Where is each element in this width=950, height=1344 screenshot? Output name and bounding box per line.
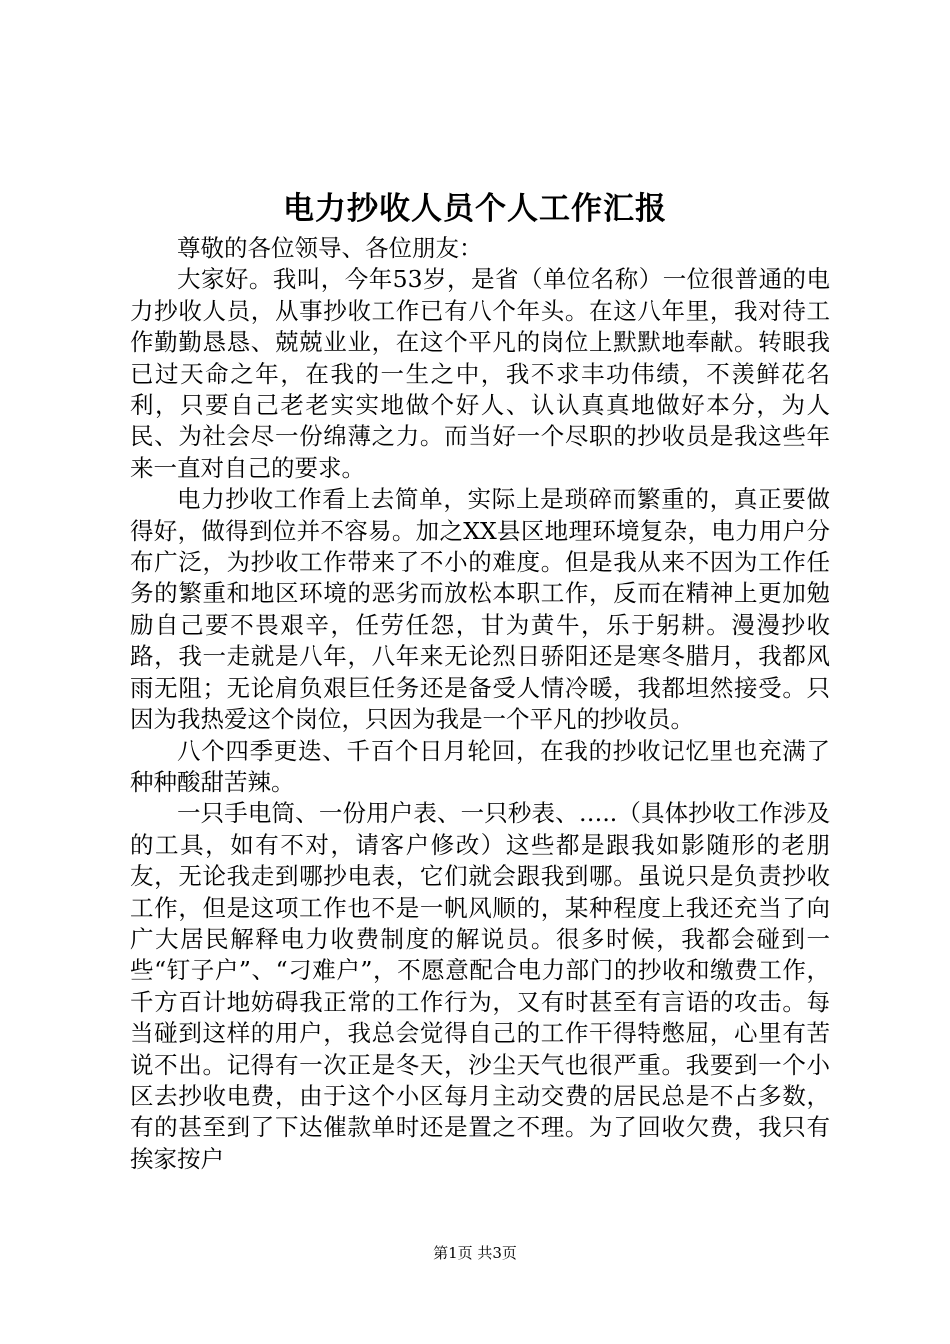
page-title: 电力抄收人员个人工作汇报 <box>283 191 667 227</box>
paragraph-2: 电力抄收工作看上去简单，实际上是琐碎而繁重的，真正要做得好，做得到位并不容易。加之XX县区地理环境复杂，电力用户分布广泛，为抄收工作带来了不小的难度。但是我从来不因为工作任务的繁重和地区环境的恶劣而放松本职工作，反而在精神上更加勉励自己要不畏艰辛，任劳任怨，甘为黄牛，乐于躬耕。漫漫抄收路，我一走就是八年，八年来无论烈日骄阳还是寒冬腊月，我都风雨无阻；无论肩负艰巨任务还是备受人情冷暖，我都坦然接受。只因为我热爱这个岗位，只因为我是一个平凡的抄收员。 <box>130 485 830 734</box>
page-footer: 第1页 共3页 <box>433 1244 517 1262</box>
paragraph-1: 大家好。我叫，今年53岁，是省（单位名称）一位很普通的电力抄收人员，从事抄收工作已有八个年头。在这八年里，我对待工作勤勤恳恳、兢兢业业，在这个平凡的岗位上默默地奉献。转眼我已过天命之年，在我的一生之中，我不求丰功伟绩，不羡鲜花名利，只要自己老老实实地做个好人、认认真真地做好本分，为人民、为社会尽一份绵薄之力。而当好一个尽职的抄收员是我这些年来一直对自己的要求。 <box>130 265 830 482</box>
paragraph-4: 一只手电筒、一份用户表、一只秒表、…..（具体抄收工作涉及的工具，如有不对，请客户修改）这些都是跟我如影随形的老朋友，无论我走到哪抄电表，它们就会跟我到哪。虽说只是负责抄收工作，但是这项工作也不是一帆风顺的，某种程度上我还充当了向广大居民解释电力收费制度的解说员。很多时候，我都会碰到一些“钉子户”、“刁难户”，不愿意配合电力部门的抄收和缴费工作，千方百计地妨碍我正常的工作行为，又有时甚至有言语的攻击。每当碰到这样的用户，我总会觉得自己的工作干得特憋屈，心里有苦说不出。记得有一次正是冬天，沙尘天气也很严重。我要到一个小区去抄收电费，由于这个小区每月主动交费的居民总是不占多数，有的甚至到了下达催款单时还是置之不理。为了回收欠费，我只有挨家按户 <box>130 799 830 1173</box>
paragraph-3: 八个四季更迭、千百个日月轮回，在我的抄收记忆里也充满了种种酸甜苦辣。 <box>130 736 830 796</box>
document-body <box>130 233 830 1175</box>
greeting: 尊敬的各位领导、各位朋友： <box>177 234 483 262</box>
